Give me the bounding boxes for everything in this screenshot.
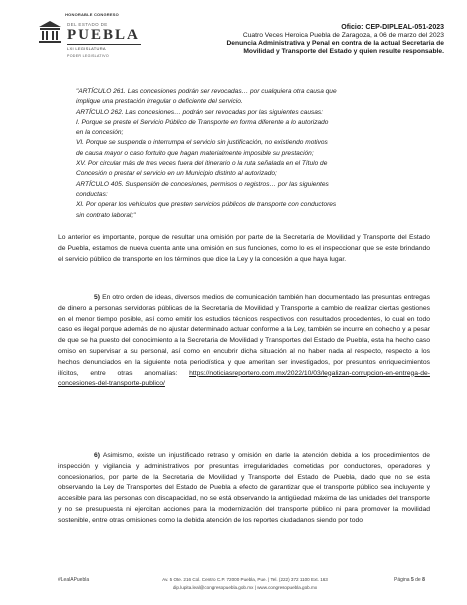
quote-line: XV. Por circular más de tres veces fuera del itinerario o la ruta señalada en el Título de [76,160,328,168]
paragraph-text: Lo anterior es importante, porque de resultar una omisión por parte de la Secretaría de Movilidad y Transporte del Estado de Puebla, estamos de nueva cuenta ante una omisión en sus funciones, como lo es el inspeccionar que se este brindando el servicio público de transporte en los términos que dice la Ley y la concesión a que haya lugar. [58,234,430,263]
footer-address-line: Av. 5 Ote. 216 Col. Centro C.P. 72000 Puebla, Pue. | Tel. (222) 372 1100 Ext. 163 [162,577,328,582]
footer-contact-line: dip.lupita.leal@congresopuebla.gob.mx | www.congresopuebla.gob.mx [172,585,318,590]
place-date: Cuatro Veces Heroica Puebla de Zaragoza, a 06 de marzo del 2023 [242,32,444,39]
paragraph-text: En otro orden de ideas, diversos medios de comunicación también han documentado las presuntas entregas de dinero a personas servidoras públicas de la Secretaría de Movilidad y Transporte a cambio de realizar ciertas gestiones en el menor tiempo posible, así como emitir los estudios técnicos respectivos con resultados procedentes, lo cual en todo caso es ilegal porque además de no ajustar determinado actuar conforme a la Ley, también se incurre en cohecho y a pesar de que se ha puesto del conocimiento a la Secretaria de Movilidad y Transportes del Estado de Puebla, esta ha hecho caso omiso en supervisar a su personal, así como en encubrir dicha situación al no haber nada al respecto, respecto a los hechos denunciados en la siguiente nota periodística y que ameritan ser investigados, por presuntos enriquecimientos ilícitos, entre otras anomalías: [58,294,430,377]
paragraph-number: 5) [94,294,101,301]
quote-line: Concesión o prestar el servicio en un Municipio distinto al autorizado; [76,170,277,178]
paragraph-importance [58,233,430,265]
letter-header [226,24,444,56]
logo-org-bottom: PODER LEGISLATIVO [67,54,109,58]
paragraph-5 [58,293,430,390]
congress-logo [37,12,167,68]
quote-line: ARTÍCULO 262. Las concesiones… podrán ser revocadas por las siguientes causas: [76,108,323,116]
quote-line: implique una prestación irregular o deficiente del servicio. [76,98,243,106]
news-article-link[interactable]: https://noticiasreportero.com.mx/2022/10/03/legalizan-corrupcion-en-entrega-de-concesiones-del-transporte-publico/ [58,369,430,388]
subject-line-2: Movilidad y Transporte del Estado y quien resulte responsable. [243,48,444,55]
congress-building-icon [37,20,63,44]
quote-line: de causa mayor o caso fortuito que hagan materialmente imposible su prestación; [76,149,314,157]
logo-divider [67,44,141,45]
paragraph-6 [58,451,430,527]
quote-line: XI. Por operar los vehículos que presten servicios públicos de transporte con conductores [76,201,337,209]
logo-legislature: LXI LEGISLATURA [67,46,106,51]
paragraph-number: 6) [94,452,101,459]
quote-line: conductas: [76,190,108,198]
quote-line: ARTÍCULO 405. Suspensión de concesiones, permisos o registros… por las siguientes [76,180,329,188]
quote-line: "ARTÍCULO 261. Las concesiones podrán ser revocadas… por cualquiera otra causa que [76,88,337,95]
logo-org-main: PUEBLA [67,27,140,43]
logo-org-top: HONORABLE CONGRESO [65,12,119,17]
quote-line: I. Porque se preste el Servicio Público de Transporte en forma diferente a lo autorizado [76,118,329,126]
quote-line: sin contrato laboral;" [76,211,136,219]
page-number: Página 5 de 8 [394,577,425,583]
footer-address [114,576,376,592]
footer-hashtag: #LealAPuebla [58,577,90,583]
subject-line-1: Denuncia Administrativa y Penal en contra de la actual Secretaria de [226,40,444,47]
quote-line: en la concesión; [76,129,124,137]
quote-line: VI. Porque se suspenda o interrumpa el servicio sin justificación, no existiendo motivos [76,139,328,147]
quoted-articles [76,87,431,221]
logo-org-sub: DEL ESTADO DE [67,22,108,27]
paragraph-text: Asimismo, existe un injustificado retraso y omisión en darle la atención debida a los procedimientos de inspección y vigilancia y administrativos por presuntas irregularidades cometidas por conductores, operadores y concesionarios, por parte de la Secretaria de Movilidad y Transporte del Estado de Puebla, dado que no se esta observando la Ley de Transportes del Estado de Puebla a efecto de garantizar que el transporte público sea incluyente y accesible para las personas con discapacidad, no se está observando la antigüedad máxima de las unidades del transporte y no se presupuesta ni ejercitan acciones para la modernización del transporte público ni para promover la movilidad sostenible, entre otras omisiones como la debida atención de los reportes ciudadanos siendo por todo [58,452,430,524]
oficio-reference: Oficio: CEP-DIPLEAL-051-2023 [341,24,444,31]
